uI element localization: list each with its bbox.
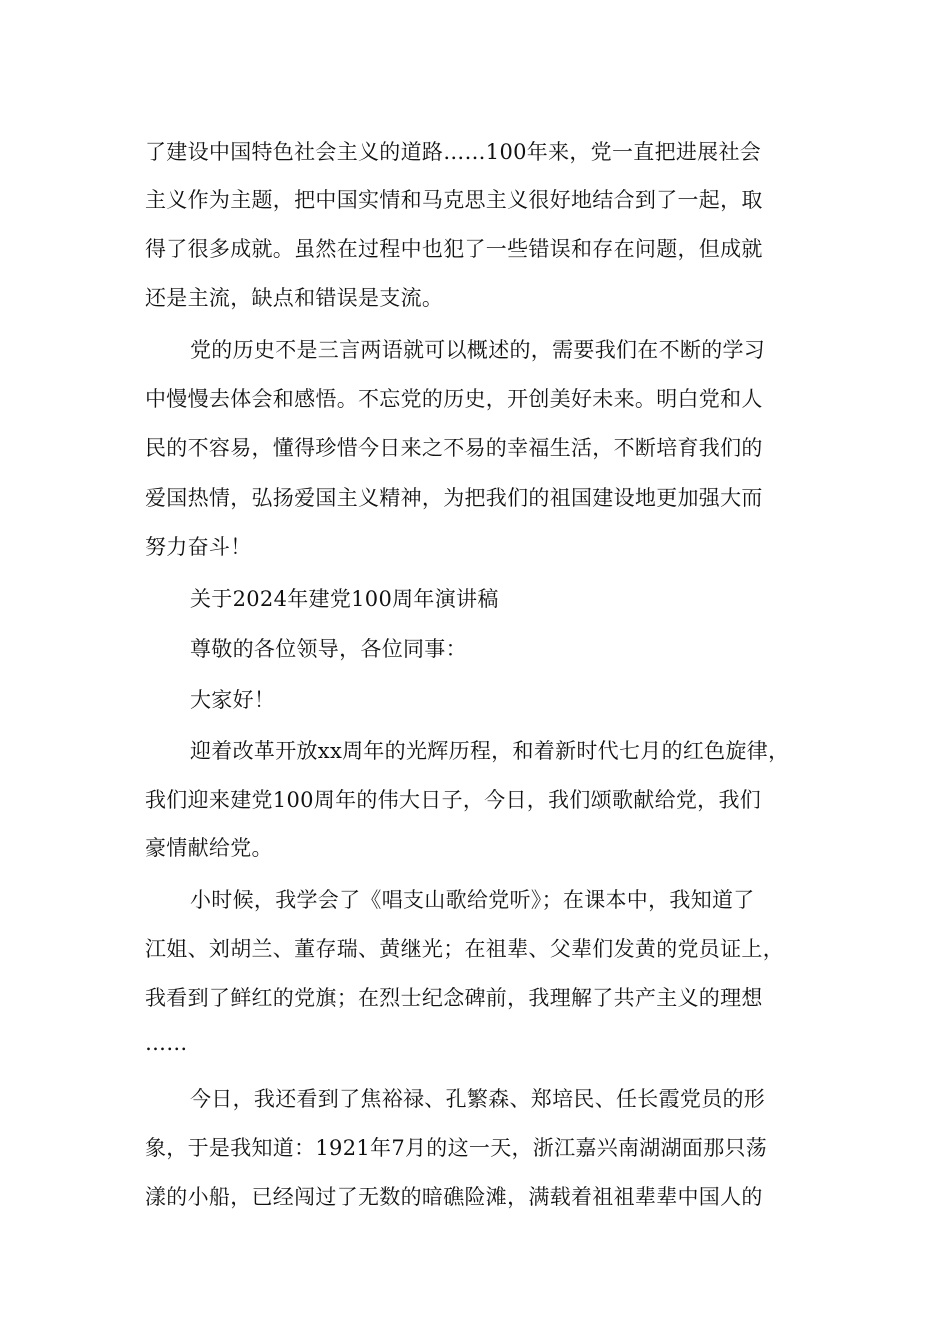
paragraph-first-line: 小时候，我学会了《唱支山歌给党听》；在课本中，我知道了 [190,888,755,912]
text-line: 漾的小船，已经闯过了无数的暗礁险滩，满载着祖祖辈辈中国人的 [145,1185,763,1209]
text-line: …… [145,1031,188,1055]
text-line: 了建设中国特色社会主义的道路……100年来，党一直把进展社会 [145,140,762,164]
text-line: 江姐、刘胡兰、董存瑞、黄继光；在祖辈、父辈们发黄的党员证上， [145,937,784,961]
greeting: 大家好！ [190,688,276,712]
text-line: 主义作为主题，把中国实情和马克思主义很好地结合到了一起，取 [145,188,763,212]
text-line: 爱国热情，弘扬爱国主义精神，为把我们的祖国建设地更加强大而 [145,486,763,510]
paragraph-first-line: 迎着改革开放xx周年的光辉历程，和着新时代七月的红色旋律， [190,739,790,763]
text-line: 得了很多成就。虽然在过程中也犯了一些错误和存在问题，但成就 [145,237,763,261]
text-line: 还是主流，缺点和错误是支流。 [145,286,444,310]
text-line: 中慢慢去体会和感悟。不忘党的历史，开创美好未来。明白党和人 [145,387,763,411]
text-line: 豪情献给党。 [145,836,273,860]
speech-title: 关于2024年建党100周年演讲稿 [190,587,499,611]
paragraph-first-line: 今日，我还看到了焦裕禄、孔繁森、郑培民、任长霞党员的形 [190,1087,766,1111]
text-line: 我们迎来建党100周年的伟大日子，今日，我们颂歌献给党，我们 [145,788,762,812]
paragraph-first-line: 党的历史不是三言两语就可以概述的，需要我们在不断的学习 [190,338,766,362]
text-line: 我看到了鲜红的党旗；在烈士纪念碑前，我理解了共产主义的理想 [145,986,763,1010]
text-line: 努力奋斗！ [145,535,252,559]
text-line: 象，于是我知道：1921年7月的这一天，浙江嘉兴南湖湖面那只荡 [145,1136,768,1160]
salutation: 尊敬的各位领导，各位同事： [190,637,467,661]
text-line: 民的不容易，懂得珍惜今日来之不易的幸福生活，不断培育我们的 [145,436,763,460]
